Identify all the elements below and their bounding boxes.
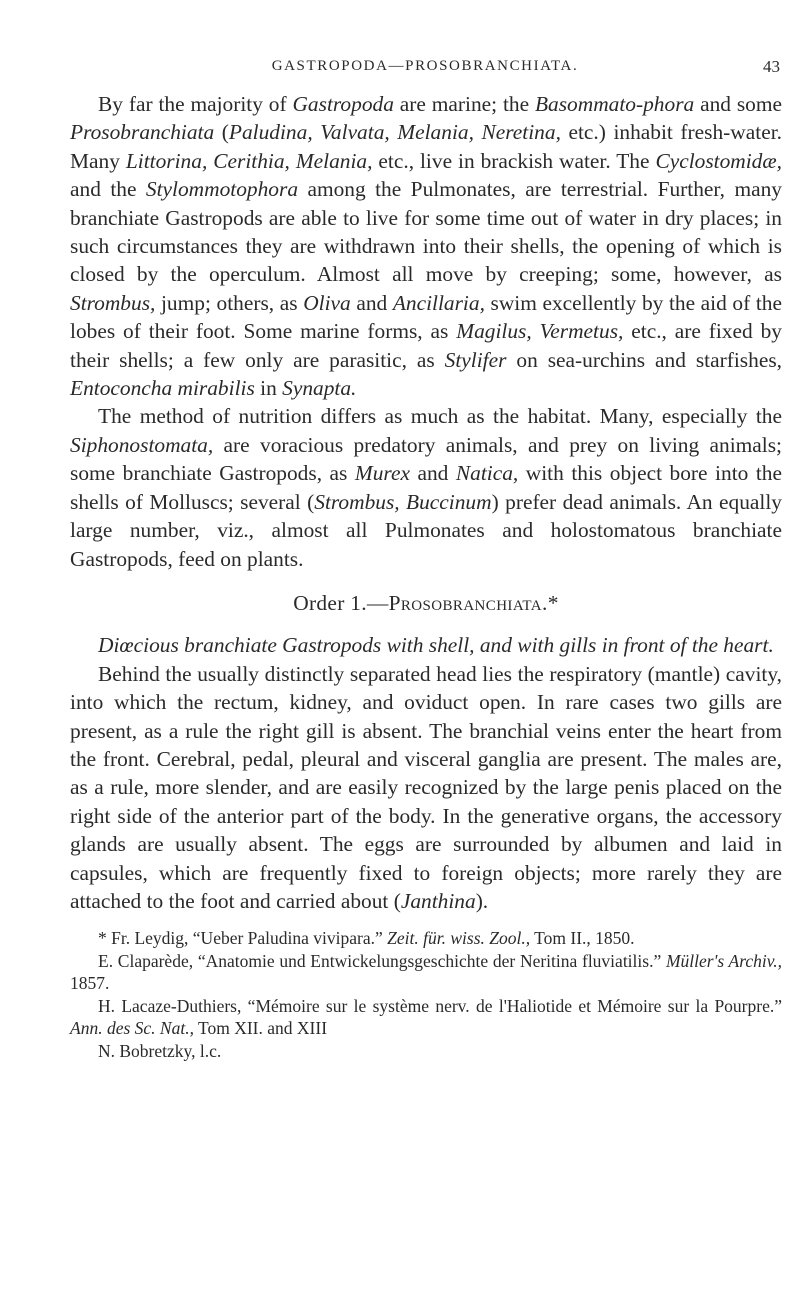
page-number: 43 (763, 57, 780, 76)
order-heading: Order 1.—Prosobranchiata.* (293, 590, 559, 615)
running-head: GASTROPODA—PROSOBRANCHIATA. (271, 58, 579, 74)
order-diagnosis: Diœcious branchiate Gastropods with shell, and with gills in front of the heart. (98, 633, 774, 658)
footnotes (70, 927, 782, 1062)
paragraph-habitat: By far the majority of Gastropoda are marine; the Basommato-phora and some Prosobranchiata (Paludina, Valvata, Melania, Neretina, etc.) inhabit fresh-water. Many Littorina, Cerithia, Melania, etc., live in brackish water. The Cyclostomidæ, and the Stylommotophora among the Pulmonates, are terrestrial. Further, many branchiate Gastropods are able to live for some time out of water in dry places; in such circumstances they are withdrawn into their shells, the opening of which is closed by the operculum. Almost all move by creeping; some, however, as Strombus, jump; others, as Oliva and Ancillaria, swim excellently by the aid of the lobes of their foot. Some marine forms, as Magilus, Vermetus, etc., are fixed by their shells; a few only are parasitic, as Stylifer on sea-urchins and starfishes, Entoconcha mirabilis in Synapta. (70, 92, 782, 401)
page-body (70, 90, 782, 1062)
footnote-claparede: E. Claparède, “Anatomie und Entwickelungsgeschichte der Neritina fluviatilis.” Müller's Archiv., 1857. (70, 950, 782, 994)
footnote-bobretzky: N. Bobretzky, l.c. (98, 1040, 222, 1061)
footnote-lacaze-duthiers: H. Lacaze-Duthiers, “Mémoire sur le système nerv. de l'Haliotide et Mémoire sur la Pourpre.” Ann. des Sc. Nat., Tom XII. and XIII (70, 995, 782, 1039)
footnote-leydig: * Fr. Leydig, “Ueber Paludina vivipara.” Zeit. für. wiss. Zool., Tom II., 1850. (98, 928, 635, 949)
page-header (70, 58, 780, 82)
paragraph-nutrition: The method of nutrition differs as much as the habitat. Many, especially the Siphonostomata, are voracious predatory animals, and prey on living animals; some branchiate Gastropods, as Murex and Natica, with this object bore into the shells of Molluscs; several (Strombus, Buccinum) prefer dead animals. An equally large number, viz., almost all Pulmonates and holostomatous branchiate Gastropods, feed on plants. (70, 404, 782, 571)
paragraph-anatomy: Behind the usually distinctly separated head lies the respiratory (mantle) cavity, into which the rectum, kidney, and oviduct open. In rare cases two gills are present, as a rule the right gill is absent. The branchial veins enter the heart from the front. Cerebral, pedal, pleural and visceral ganglia are present. The males are, as a rule, more slender, and are easily recognized by the large penis placed on the right side of the anterior part of the body. In the generative organs, the accessory glands are usually absent. The eggs are surrounded by albumen and laid in capsules, which are frequently fixed to foreign objects; more rarely they are attached to the foot and carried about (Janthina). (70, 661, 782, 913)
